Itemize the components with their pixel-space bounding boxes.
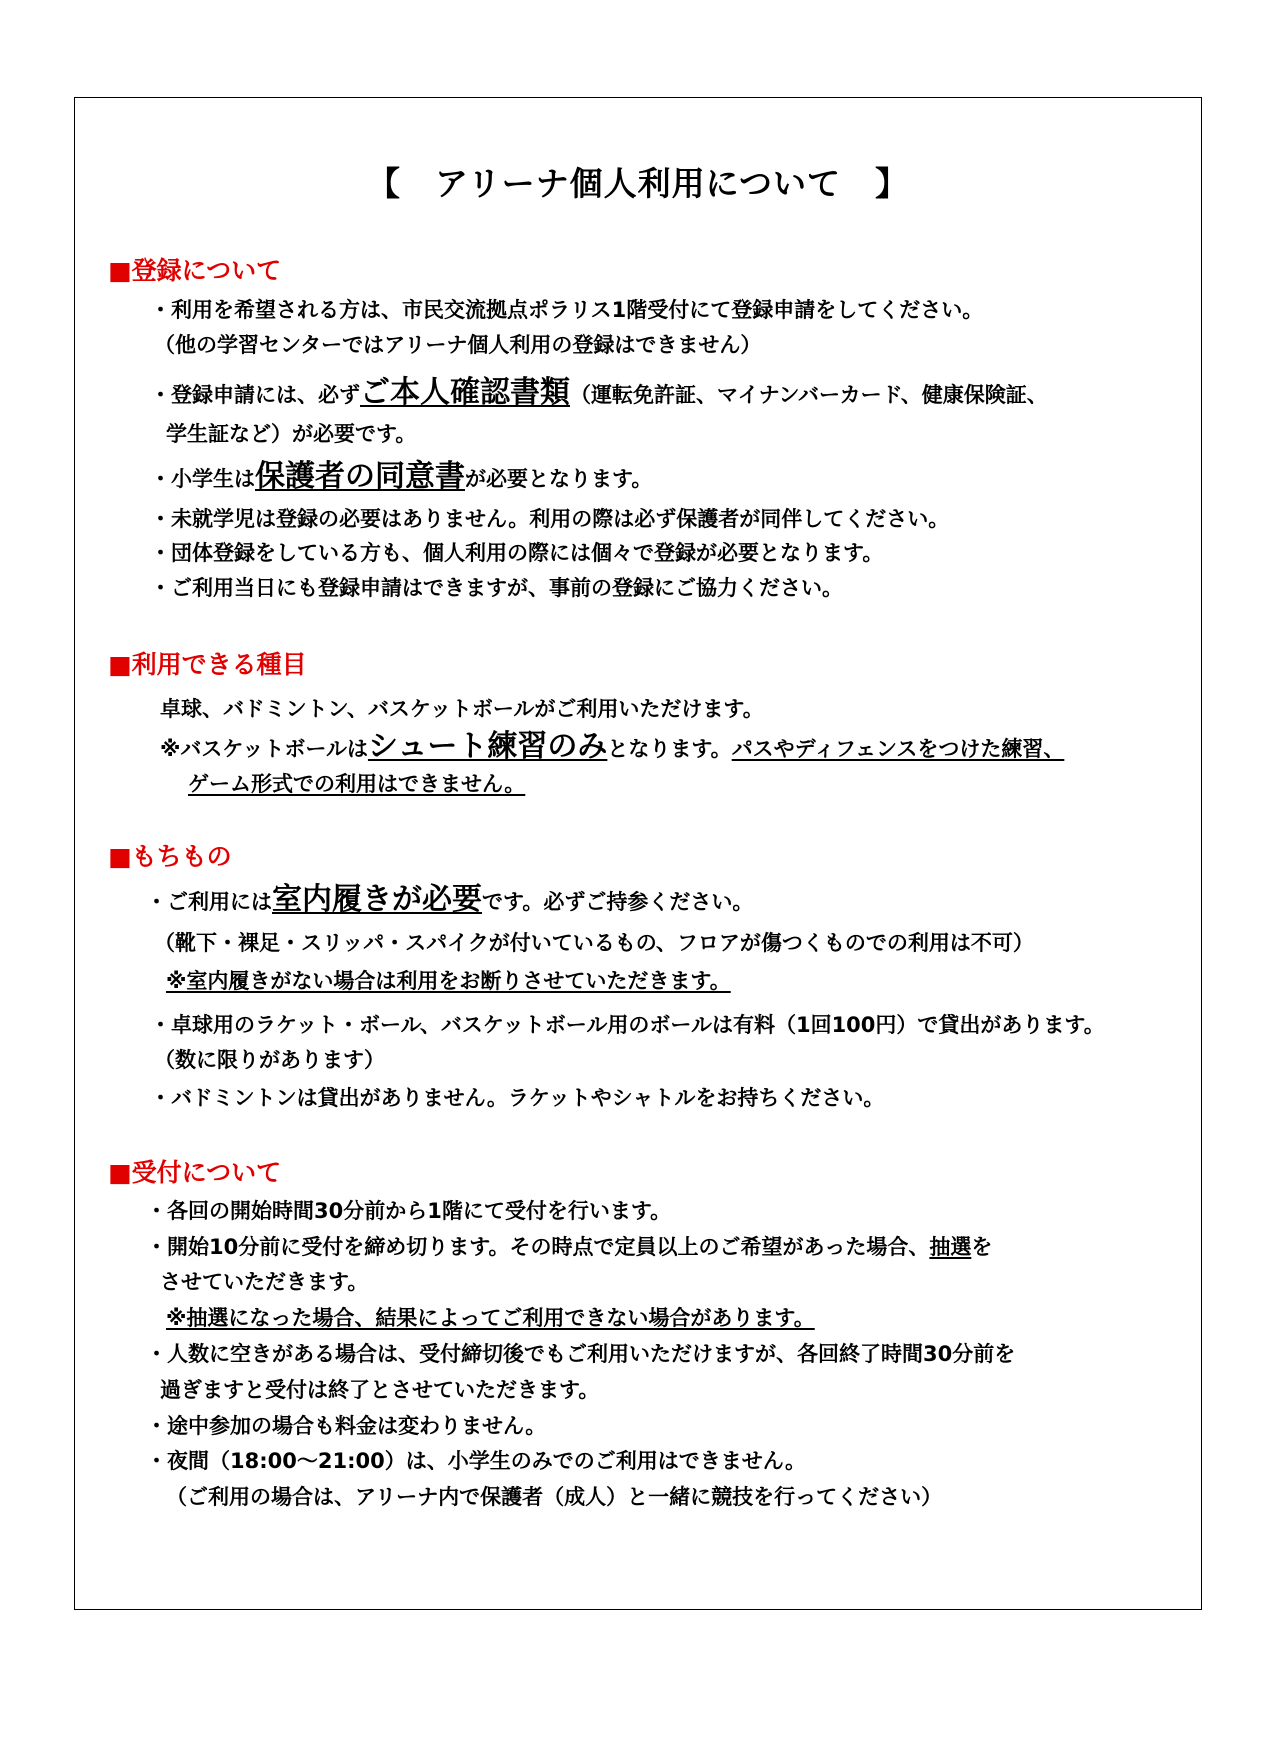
reception-line-6: 過ぎますと受付は終了とさせていただきます。 xyxy=(160,1378,600,1402)
sports-line-3: ゲーム形式での利用はできません。 xyxy=(188,772,526,796)
belongings-line-1-pre: ・ご利用には xyxy=(146,890,272,914)
reception-line-9: （ご利用の場合は、アリーナ内で保護者（成人）と一緒に競技を行ってください） xyxy=(166,1485,943,1509)
section-heading-reception: ■受付について xyxy=(108,1158,282,1187)
registration-line-3-post: （運転免許証、マイナンバーカード、健康保険証、 xyxy=(570,383,1048,407)
reception-line-1: ・各回の開始時間30分前から1階にて受付を行います。 xyxy=(146,1199,672,1223)
section-heading-belongings: ■もちもの xyxy=(108,842,232,871)
sports-line-2-pre: ※バスケットボールは xyxy=(160,737,368,761)
reception-line-7: ・途中参加の場合も料金は変わりません。 xyxy=(146,1414,547,1438)
registration-line-3-pre: ・登録申請には、必ず xyxy=(150,383,360,407)
belongings-line-2: （靴下・裸足・スリッパ・スパイクが付いているもの、フロアが傷つくものでの利用は不可） xyxy=(154,931,1034,955)
shoot-practice-emphasis: シュート練習のみ xyxy=(367,729,608,764)
reception-line-5: ・人数に空きがある場合は、受付締切後でもご利用いただけますが、各回終了時間30分前を xyxy=(146,1342,1016,1366)
belongings-line-1 xyxy=(146,882,754,917)
reception-line-2 xyxy=(146,1232,992,1262)
sports-line-2-post: となります。 xyxy=(607,737,732,761)
guardian-consent-emphasis: 保護者の同意書 xyxy=(255,459,465,494)
lottery-underlined: 抽選 xyxy=(929,1235,972,1259)
registration-line-8: ・ご利用当日にも登録申請はできますが、事前の登録にご協力ください。 xyxy=(150,576,843,600)
registration-line-2: （他の学習センターではアリーナ個人利用の登録はできません） xyxy=(154,333,762,357)
registration-line-5-post: が必要となります。 xyxy=(465,467,653,491)
section-heading-registration: ■登録について xyxy=(108,256,282,285)
section-heading-sports: ■利用できる種目 xyxy=(108,650,307,679)
sports-line-2-underlined: パスやディフェンスをつけた練習、 xyxy=(731,737,1065,761)
indoor-shoes-emphasis: 室内履きが必要 xyxy=(272,882,482,917)
reception-line-3: させていただきます。 xyxy=(160,1270,369,1294)
reception-line-2-post: を xyxy=(971,1235,993,1259)
reception-line-2-pre: ・開始10分前に受付を締め切ります。その時点で定員以上のご希望があった場合、 xyxy=(146,1235,930,1259)
belongings-line-6: ・バドミントンは貸出がありません。ラケットやシャトルをお持ちください。 xyxy=(150,1086,885,1110)
registration-line-6: ・未就学児は登録の必要はありません。利用の際は必ず保護者が同伴してください。 xyxy=(150,507,950,531)
registration-line-3 xyxy=(150,375,1048,410)
registration-line-1: ・利用を希望される方は、市民交流拠点ポラリス1階受付にて登録申請をしてください。 xyxy=(150,298,984,322)
page-title: 【 アリーナ個人利用について 】 xyxy=(366,164,910,203)
registration-line-4: 学生証など）が必要です。 xyxy=(166,422,417,446)
belongings-line-4: ・卓球用のラケット・ボール、バスケットボール用のボールは有料（1回100円）で貸出があります。 xyxy=(150,1013,1105,1037)
registration-line-5 xyxy=(150,459,653,494)
sports-line-1: 卓球、バドミントン、バスケットボールがご利用いただけます。 xyxy=(160,697,764,721)
id-document-emphasis: ご本人確認書類 xyxy=(360,375,570,410)
registration-line-7: ・団体登録をしている方も、個人利用の際には個々で登録が必要となります。 xyxy=(150,541,884,565)
belongings-line-3: ※室内履きがない場合は利用をお断りさせていただきます。 xyxy=(166,969,731,993)
reception-line-8: ・夜間（18:00～21:00）は、小学生のみでのご利用はできません。 xyxy=(146,1449,806,1473)
registration-line-5-pre: ・小学生は xyxy=(150,467,255,491)
sports-line-2 xyxy=(160,729,1065,764)
reception-line-4: ※抽選になった場合、結果によってご利用できない場合があります。 xyxy=(166,1306,815,1330)
belongings-line-1-post: です。必ずご持参ください。 xyxy=(482,890,754,914)
belongings-line-5: （数に限りがあります） xyxy=(154,1048,385,1072)
